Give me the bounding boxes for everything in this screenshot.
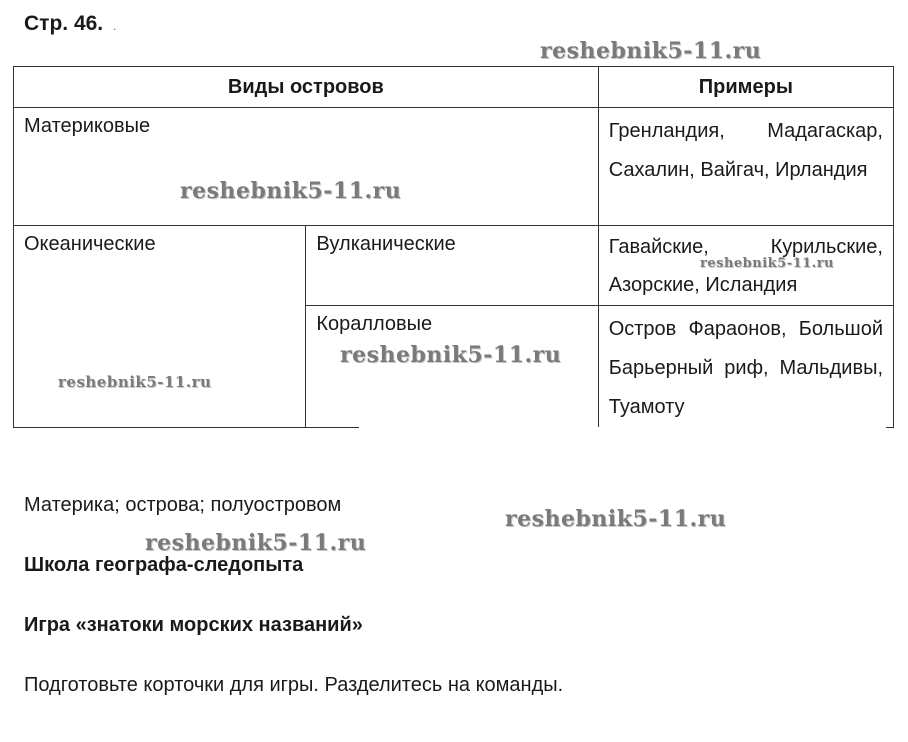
volcanic-subtype-label: Вулканические [316,233,456,255]
table-row-mainland [14,108,894,226]
cell-coral-examples [598,306,893,428]
section-heading: Школа географа-следопыта [24,554,304,576]
mainland-type-label: Материковые [24,115,151,137]
instruction-text: Подготовьте корточки для игры. Разделитесь на команды. [24,674,564,696]
page-title-text: Стр. 46. [24,12,104,35]
watermark: reshebnik5-11.ru [58,373,212,391]
cell-mainland-examples [598,108,893,226]
page-title-mark: . [112,19,117,33]
header-examples: Примеры [598,67,893,108]
table-header-row [14,67,894,108]
cell-oceanic-type [14,226,306,428]
watermark: reshebnik5-11.ru [700,256,835,271]
watermark: reshebnik5-11.ru [180,178,402,204]
table-bottom-border-left [13,427,359,428]
coral-subtype-label: Коралловые [316,313,433,335]
table-bottom-border-right [886,427,894,428]
page-title [24,12,116,36]
cell-volcanic-subtype [306,226,598,306]
watermark: reshebnik5-11.ru [505,506,727,532]
cell-mainland-type [14,108,599,226]
watermark: reshebnik5-11.ru [540,38,762,64]
mainland-examples-text: Гренландия, Мадагаскар, Сахалин, Вайгач, Ирландия [608,120,883,181]
watermark: reshebnik5-11.ru [145,530,367,556]
oceanic-type-label: Океанические [24,233,156,255]
watermark: reshebnik5-11.ru [340,342,562,368]
coral-examples-text: Остров Фараонов, Большой Барьерный риф, Мальдивы, Туамоту [608,318,883,418]
game-heading: Игра «знатоки морских названий» [24,614,363,636]
answer-text: Материка; острова; полуостровом [24,494,342,516]
header-island-types: Виды островов [14,67,599,108]
volcanic-examples-text: Гавайские, Курильские, Азорские, Исландия [608,236,883,296]
